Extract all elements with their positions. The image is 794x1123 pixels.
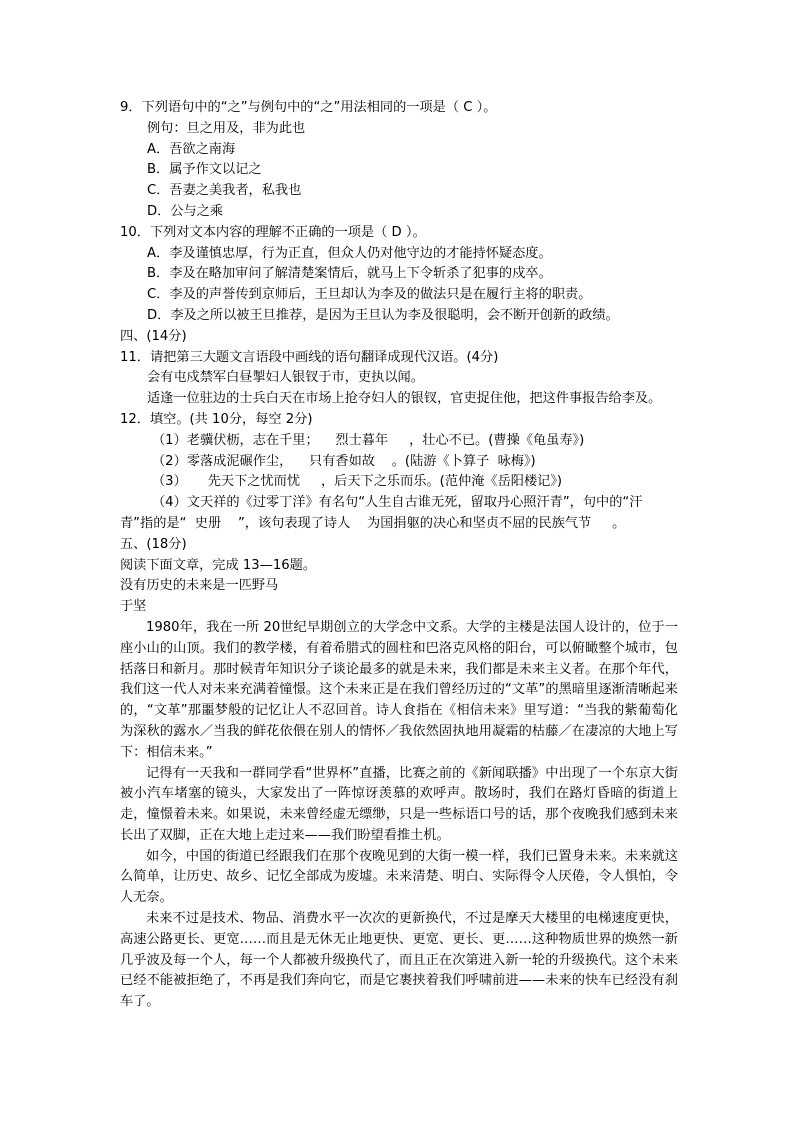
q10-option-c: C．李及的声誉传到京师后，王旦却认为李及的做法只是在履行主将的职责。 [147,287,592,303]
q9-stem: 9．下列语句中的“之”与例句中的“之”用法相同的一项是（ C ）。 [120,100,497,115]
q12-item-4-continued: 青”指的是“ 史册 ”，该句表现了诗人 为国捐躯的决心和坚贞不屈的民族气节 。 [120,515,626,531]
article-paragraph-4: 未来不过是技术、物品、消费水平一次次的更新换代，不过是摩天大楼里的电梯速度更快，高速公路更长、更宽……而且是无休无止地更快、更宽、更长、更……这种物质世界的焕然一新几乎波及每一个人，每一个人都被升级换代了，而且正在次第进入新一轮的升级换代。这个未来已经不能被拒绝了，不再是我们奔向它，而是它裹挟着我们呼啸前进——未来的快车已经没有刹车了。 [120,911,678,1010]
q11-stem: 11．请把第三大题文言语段中画线的语句翻译成现代汉语。(4分) [120,349,499,365]
q10-stem: 10．下列对文本内容的理解不正确的一项是（ D ）。 [120,224,426,240]
q9-option-b: B．属予作文以记之 [147,162,262,178]
section-5-heading: 五、(18分) [120,536,187,552]
q12-stem: 12．填空。(共 10分，每空 2分) [120,411,313,427]
exam-document [120,98,678,1013]
reading-instruction: 阅读下面文章，完成 13—16题。 [120,557,317,573]
section-4-heading: 四、(14分) [120,328,187,344]
q12-item-4: （4）文天祥的《过零丁洋》有名句“人生自古谁无死，留取丹心照汗青”，句中的“汗 [152,495,643,511]
q12-item-2: （2）零落成泥碾作尘， 只有香如故 。(陆游《卜算子 咏梅》) [152,453,536,469]
article-paragraph-1: 1980年，我在一所 20世纪早期创立的大学念中文系。大学的主楼是法国人设计的，位于一座小山的山顶。我们的教学楼，有着希腊式的圆柱和巴洛克风格的阳台，可以俯瞰整个城市，包括落日和新月。那时候青年知识分子谈论最多的就是未来，我们都是未来主义者。在那个年代，我们这一代人对未来充满着憧憬。这个未来正是在我们曾经历过的“文革”的黑暗里逐渐清晰起来的，“文革”那噩梦般的记忆让人不忍回首。诗人食指在《相信未来》里写道：“当我的紫葡萄化为深秋的露水／当我的鲜花依偎在别人的情怀／我依然固执地用凝霜的枯藤／在凄凉的大地上写下：相信未来。” [120,619,678,760]
article-author: 于坚 [120,599,147,615]
q10-option-b: B．李及在略加审问了解清楚案情后，就马上下令斩杀了犯事的戍卒。 [147,266,552,282]
q9-example: 例句：旦之用及，非为此也 [147,120,306,136]
q10-option-d: D．李及之所以被王旦推荐，是因为王旦认为李及很聪明，会不断开创新的政绩。 [147,307,619,323]
article-paragraph-3: 如今，中国的街道已经跟我们在那个夜晚见到的大街一模一样，我们已置身未来。未来就这么简单，让历史、故乡、记忆全部成为废墟。未来清楚、明白、实际得令人厌倦，令人惧怕，令人无奈。 [120,848,678,906]
article-paragraph-2: 记得有一天我和一群同学看“世界杯”直播，比赛之前的《新闻联播》中出现了一个东京大街被小汽车堵塞的镜头，大家发出了一阵惊讶羡慕的欢呼声。散场时，我们在路灯昏暗的街道上走，憧憬着未来。如果说，未来曾经虚无缥缈，只是一些标语口号的话，那个夜晚我们感到未来长出了双脚，正在大地上走过来——我们盼望看推土机。 [120,765,678,843]
q9-option-d: D．公与之乘 [147,203,224,219]
q12-item-1: （1）老骥伏枥，志在千里； 烈士暮年 ，壮心不已。(曹操《龟虽寿》) [152,432,585,448]
q10-option-a: A．李及谨慎忠厚，行为正直，但众人仍对他守边的才能持怀疑态度。 [147,245,552,261]
article-title: 没有历史的未来是一匹野马 [120,578,279,594]
q11-answer: 适逢一位驻边的士兵白天在市场上抢夺妇人的银钗，官吏捉住他，把这件事报告给李及。 [147,391,662,407]
q12-item-3: （3） 先天下之忧而忧 ，后天下之乐而乐。(范仲淹《岳阳楼记》) [152,474,563,490]
q9-option-c: C．吾妻之美我者，私我也 [147,183,302,199]
q9-option-a: A．吾欲之南海 [147,141,236,157]
q11-source-sentence: 会有屯戍禁军白昼掣妇人银钗于市，吏执以闻。 [147,370,424,386]
